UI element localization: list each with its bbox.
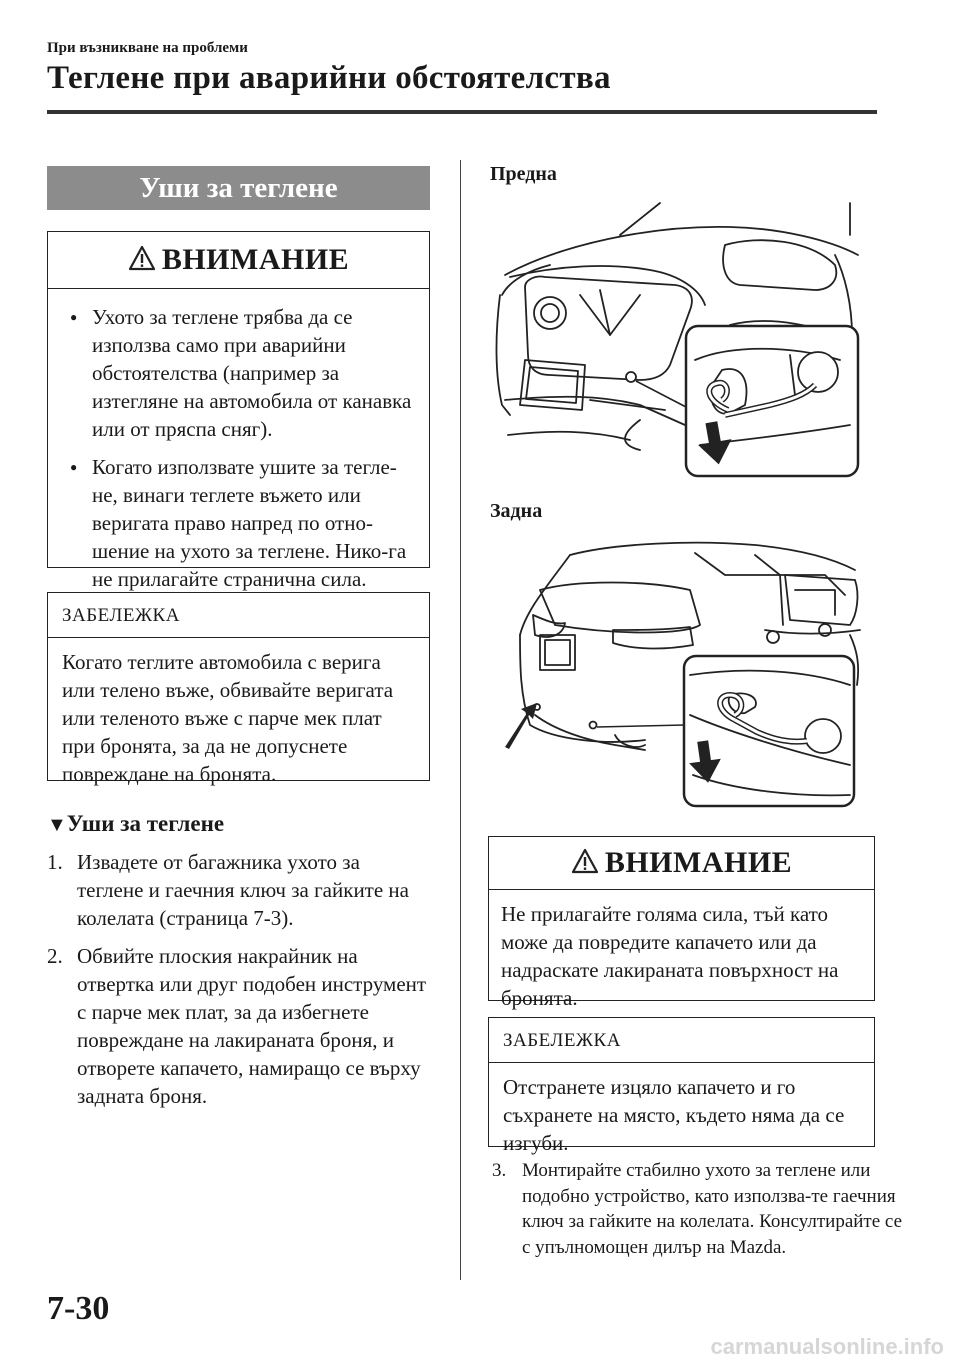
caution-bullet: ● Ухото за теглене трябва да се използва само при аварийни обстоятелства (например за изтегляне на автомобила от канавка или от пряспа сняг). [70, 303, 417, 443]
caution-text: Не прилагайте голяма сила, тъй като може да повредите капачето или да надраскате лакираната повърхност на бронята. [489, 889, 874, 1020]
triangle-down-icon: ▼ [47, 814, 67, 836]
note-heading: ЗАБЕЛЕЖКА [48, 593, 429, 638]
subsection-heading: ▼Уши за теглене [47, 811, 225, 836]
caution-box [47, 231, 430, 591]
rear-bumper-illustration [495, 535, 875, 810]
warning-triangle-icon [571, 839, 599, 891]
rear-label: Задна [490, 500, 543, 522]
column-divider [460, 160, 461, 1280]
step-item: 2. Обвийте плоския накрайник на отвертка или друг подобен инструмент с парче мек плат, за да избегнете повреждане на лакираната броня, и отворете капачето, намиращо се върху задната броня. [47, 944, 427, 1108]
section-banner: Уши за теглене [47, 166, 430, 210]
steps-list [47, 848, 430, 1110]
note-box [47, 592, 430, 786]
note-box [488, 1017, 875, 1155]
caution-title: ВНИМАНИЕ [604, 846, 793, 879]
note-text: Отстранете изцяло капачето и го съхранете на място, където няма да се изгуби. [503, 1075, 845, 1155]
warning-triangle-icon [128, 234, 156, 290]
note-text: Когато теглите автомобила с верига или телено въже, обвивайте веригата или теленото въже с парче мек плат при бронята, за да не допуснете повреждане на бронята. [62, 650, 394, 786]
caution-bullet: ● Когато използвате ушите за тегле-не, винаги теглете въжето или веригата право напред по отно-шение на ухото за теглене. Нико-га не прилагайте странична сила. [70, 453, 417, 593]
caution-heading [489, 837, 874, 889]
step-item: 3. Монтирайте стабилно ухото за теглене или подобно устройство, като използва-те гаечния ключ за гайките на колелата. Консултирайте се с упълномощен дилър на Mazda. [492, 1160, 903, 1258]
step-item: 1. Извадете от багажника ухото за теглене и гаечния ключ за гайките на колелата (страница 7-3). [47, 850, 409, 930]
section-label: При възникване на проблеми [47, 40, 248, 56]
caution-heading [48, 232, 429, 288]
caution-title: ВНИМАНИЕ [161, 243, 350, 276]
front-label: Предна [490, 163, 557, 185]
chapter-title: Теглене при аварийни обстоятелства [47, 60, 611, 96]
header-rule [47, 110, 877, 114]
page-number: 7-30 [47, 1290, 110, 1327]
caution-box [488, 836, 875, 1010]
front-bumper-illustration [490, 195, 875, 485]
watermark: carmanualsonline.info [710, 1334, 944, 1359]
note-heading: ЗАБЕЛЕЖКА [489, 1018, 874, 1063]
